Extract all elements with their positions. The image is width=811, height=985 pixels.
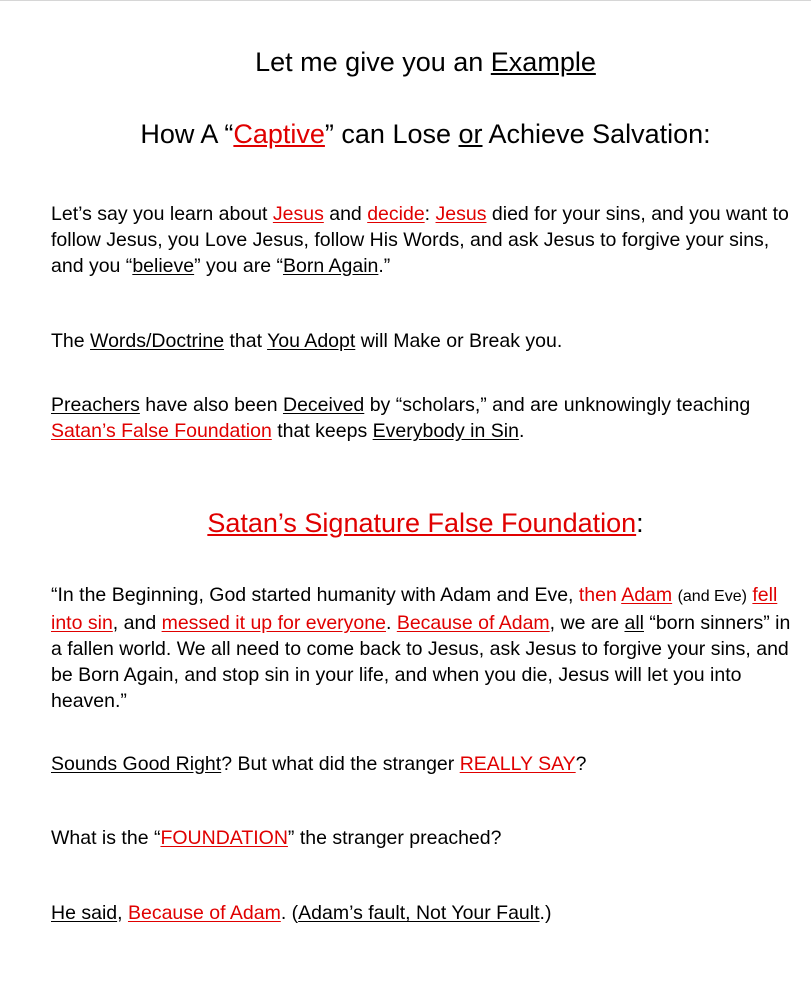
p5-text-2: ?	[575, 753, 587, 775]
p3-satans-false-foundation: Satan’s False Foundation	[51, 420, 272, 442]
p1-text-6: .”	[378, 255, 391, 277]
p1-text-3: :	[424, 203, 436, 225]
heading3-colon: :	[636, 508, 644, 538]
paragraph-learn-about-jesus	[51, 201, 801, 279]
paragraph-words-doctrine	[51, 328, 801, 354]
p2-you-adopt: You Adopt	[267, 330, 356, 352]
title2-captive-word: Captive	[233, 119, 325, 149]
p7-text-3: .)	[539, 902, 552, 924]
p3-preachers: Preachers	[51, 394, 140, 416]
p1-text-4: died for your sins, and you want to follow Jesus, you Love Jesus, follow His Words, and ask Jesus to forgive your sins, and you “	[51, 203, 789, 277]
p4-and-eve: (and Eve)	[677, 588, 747, 605]
p3-text-4: .	[518, 420, 525, 442]
p6-foundation: FOUNDATION	[160, 827, 288, 849]
title-line-1	[0, 45, 811, 79]
p4-fell-into-sin: fell into sin	[51, 584, 778, 634]
p4-then: then	[578, 584, 617, 606]
paragraph-in-the-beginning-quote	[51, 582, 801, 714]
p4-all: all	[624, 612, 644, 634]
p4-text-5: , and	[112, 612, 162, 634]
title-prefix: Let me give you an	[255, 47, 491, 77]
p2-text-1: The	[51, 330, 91, 352]
p5-really-say: REALLY SAY	[459, 753, 576, 775]
p4-text-8: “born sinners” in a fallen world. We all need to come back to Jesus, ask Jesus to forgive your sins, and be Born Again, and stop sin in your life, and when you die, Jesus will let you into heaven.”	[51, 612, 791, 712]
p1-text-1: Let’s say you learn about	[51, 203, 273, 225]
p1-text-2: and	[323, 203, 368, 225]
title2-or-word: or	[458, 119, 483, 149]
paragraph-sounds-good	[51, 751, 801, 777]
p4-because-of-adam: Because of Adam	[396, 612, 550, 634]
title2-text-3: Achieve Salvation:	[482, 119, 711, 149]
p6-text-2: ” the stranger preached?	[287, 827, 502, 849]
p3-everybody-in-sin: Everybody in Sin	[372, 420, 519, 442]
p4-text-7: , we are	[549, 612, 625, 634]
heading3-text: Satan’s Signature False Foundation	[207, 508, 637, 538]
paragraph-preachers-deceived	[51, 392, 801, 444]
title2-text-2: ” can Lose	[324, 119, 459, 149]
p7-text-2: . (	[280, 902, 299, 924]
p3-text-1: have also been	[139, 394, 283, 416]
p5-text-1: ? But what did the stranger	[221, 753, 460, 775]
paragraph-foundation-question	[51, 825, 801, 851]
p4-text-1: “In the Beginning, God started humanity with Adam and Eve,	[51, 584, 579, 606]
p1-jesus-2: Jesus	[435, 203, 487, 225]
p4-text-6: .	[385, 612, 397, 634]
p2-words-doctrine: Words/Doctrine	[90, 330, 225, 352]
p1-text-5: ” you are “	[194, 255, 283, 277]
title2-text-1: How A “	[140, 119, 234, 149]
p3-deceived: Deceived	[282, 394, 365, 416]
p3-text-2: by “scholars,” and are unknowingly teaching	[364, 394, 751, 416]
p5-sounds-good-right: Sounds Good Right	[51, 753, 222, 775]
paragraph-he-said	[51, 900, 801, 926]
title-line-2	[0, 117, 811, 151]
p1-born-again: Born Again	[282, 255, 379, 277]
p4-messed-it-up: messed it up for everyone	[161, 612, 386, 634]
p6-text-1: What is the “	[51, 827, 161, 849]
heading-satans-signature	[0, 506, 811, 540]
p1-decide: decide	[367, 203, 425, 225]
p7-because-of-adam: Because of Adam	[127, 902, 281, 924]
title-example-word: Example	[490, 47, 596, 77]
p4-adam: Adam	[621, 584, 673, 606]
p2-text-3: will Make or Break you.	[355, 330, 563, 352]
p1-believe: believe	[132, 255, 195, 277]
p7-text-1: ,	[117, 902, 128, 924]
p7-he-said: He said	[51, 902, 118, 924]
p2-text-2: that	[224, 330, 268, 352]
p7-adams-fault: Adam’s fault, Not Your Fault	[298, 902, 540, 924]
p1-jesus-1: Jesus	[272, 203, 324, 225]
p3-text-3: that keeps	[271, 420, 373, 442]
